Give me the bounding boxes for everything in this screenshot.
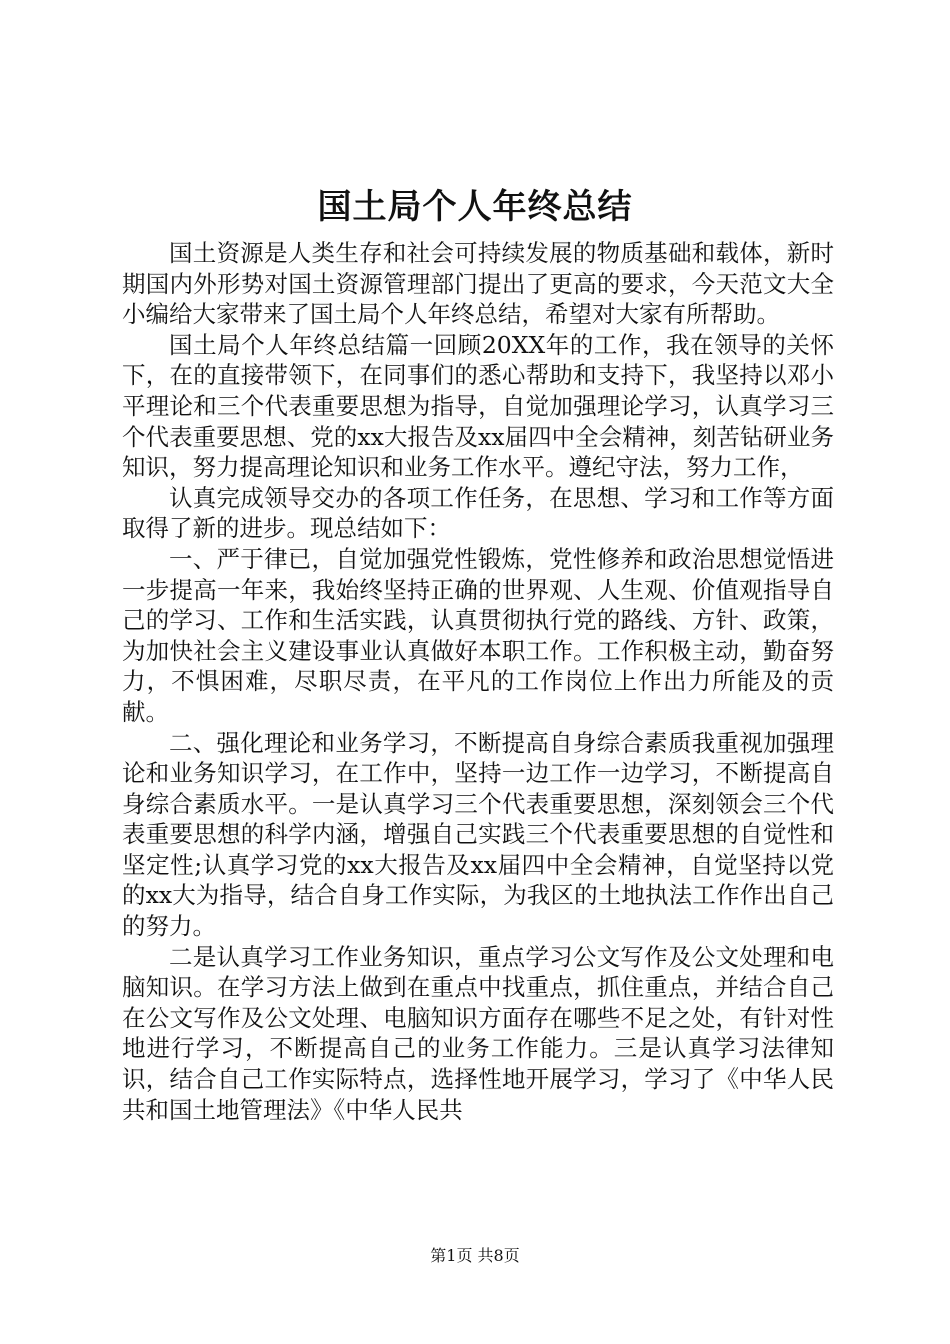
paragraph: 认真完成领导交办的各项工作任务，在思想、学习和工作等方面取得了新的进步。现总结如下： — [122, 483, 834, 543]
document-body — [122, 238, 834, 1125]
paragraph: 国土资源是人类生存和社会可持续发展的物质基础和载体，新时期国内外形势对国土资源管理部门提出了更高的要求，今天范文大全小编给大家带来了国土局个人年终总结，希望对大家有所帮助。 — [122, 239, 834, 329]
document-title: 国土局个人年终总结 — [317, 187, 633, 227]
page-number-footer: 第1页 共8页 — [430, 1246, 520, 1265]
paragraph: 一、严于律已，自觉加强党性锻炼，党性修养和政治思想觉悟进一步提高一年来，我始终坚持正确的世界观、人生观、价值观指导自己的学习、工作和生活实践，认真贯彻执行党的路线、方针、政策，为加快社会主义建设事业认真做好本职工作。工作积极主动，勤奋努力，不惧困难，尽职尽责，在平凡的工作岗位上作出力所能及的贡献。 — [122, 544, 834, 726]
paragraph: 二、强化理论和业务学习，不断提高自身综合素质我重视加强理论和业务知识学习，在工作中，坚持一边工作一边学习，不断提高自身综合素质水平。一是认真学习三个代表重要思想，深刻领会三个代表重要思想的科学内涵，增强自己实践三个代表重要思想的自觉性和坚定性;认真学习党的xx大报告及xx届四中全会精神，自觉坚持以党的xx大为指导，结合自身工作实际，为我区的土地执法工作作出自己的努力。 — [122, 728, 834, 941]
paragraph: 二是认真学习工作业务知识，重点学习公文写作及公文处理和电脑知识。在学习方法上做到在重点中找重点，抓住重点，并结合自己在公文写作及公文处理、电脑知识方面存在哪些不足之处，有针对性地进行学习，不断提高自己的业务工作能力。三是认真学习法律知识，结合自己工作实际特点，选择性地开展学习，学习了《中华人民共和国土地管理法》《中华人民共 — [122, 942, 834, 1124]
paragraph: 国土局个人年终总结篇一回顾20XX年的工作，我在领导的关怀下，在的直接带领下，在同事们的悉心帮助和支持下，我坚持以邓小平理论和三个代表重要思想为指导，自觉加强理论学习，认真学习三个代表重要思想、党的xx大报告及xx届四中全会精神，刻苦钻研业务知识，努力提高理论知识和业务工作水平。遵纪守法，努力工作， — [122, 330, 834, 482]
